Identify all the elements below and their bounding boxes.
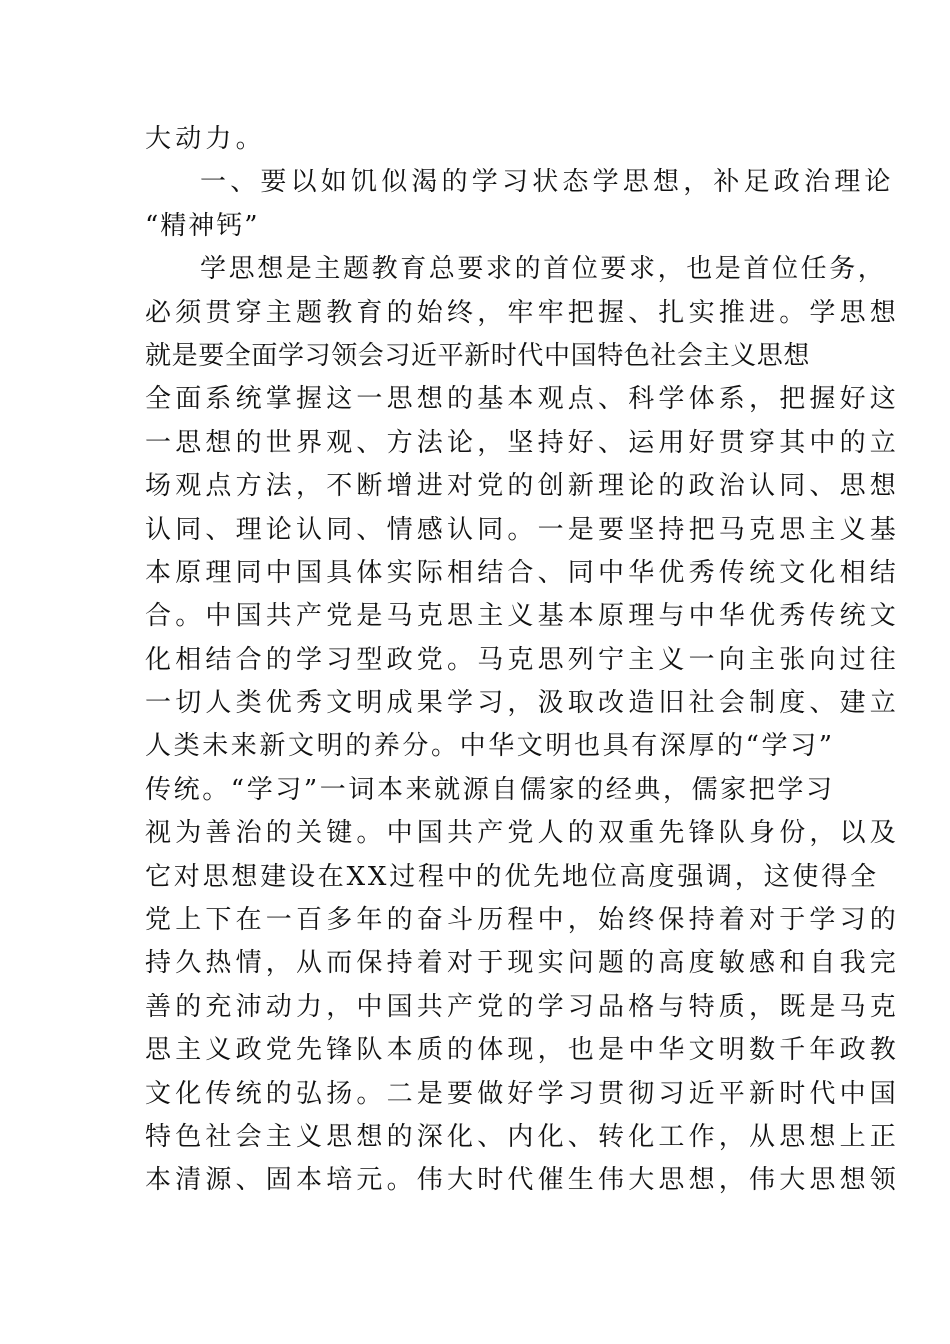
paragraph-line: 文化传统的弘扬。二是要做好学习贯彻习近平新时代中国 bbox=[145, 1078, 901, 1109]
paragraph-line: 传统。“学习”一词本来就源自儒家的经典，儒家把学习 bbox=[145, 774, 835, 805]
paragraph-line: 一切人类优秀文明成果学习，汲取改造旧社会制度、建立 bbox=[145, 688, 901, 719]
paragraph-line: 思主义政党先锋队本质的体现，也是中华文明数千年政教 bbox=[145, 1035, 901, 1066]
paragraph-line: 本清源、固本培元。伟大时代催生伟大思想，伟大思想领 bbox=[145, 1165, 901, 1196]
paragraph-line: 学思想是主题教育总要求的首位要求，也是首位任务， bbox=[200, 254, 887, 285]
paragraph-line: 持久热情，从而保持着对于现实问题的高度敏感和自我完 bbox=[145, 948, 901, 979]
paragraph-line: 本原理同中国具体实际相结合、同中华优秀传统文化相结 bbox=[145, 557, 901, 588]
paragraph-line: 合。中国共产党是马克思主义基本原理与中华优秀传统文 bbox=[145, 601, 901, 632]
paragraph-line: 化相结合的学习型政党。马克思列宁主义一向主张向过往 bbox=[145, 644, 901, 675]
paragraph-line: 善的充沛动力，中国共产党的学习品格与特质，既是马克 bbox=[145, 991, 901, 1022]
paragraph-line: 场观点方法，不断增进对党的创新理论的政治认同、思想 bbox=[145, 471, 901, 502]
paragraph-line: 人类未来新文明的养分。中华文明也具有深厚的“学习” bbox=[145, 731, 835, 762]
paragraph-line: 视为善治的关键。中国共产党人的双重先锋队身份，以及 bbox=[145, 818, 901, 849]
paragraph-line: 就是要全面学习领会习近平新时代中国特色社会主义思想 bbox=[145, 340, 811, 371]
document-body bbox=[145, 118, 901, 1203]
paragraph-line: 大动力。 bbox=[145, 124, 266, 154]
paragraph-line: 一思想的世界观、方法论，坚持好、运用好贯穿其中的立 bbox=[145, 427, 901, 458]
paragraph-line: 它对思想建设在XX过程中的优先地位高度强调，这使得全 bbox=[145, 861, 879, 892]
paragraph-line: 全面系统掌握这一思想的基本观点、科学体系，把握好这 bbox=[145, 384, 901, 415]
paragraph-line: 特色社会主义思想的深化、内化、转化工作，从思想上正 bbox=[145, 1121, 901, 1152]
paragraph-line: 必须贯穿主题教育的始终，牢牢把握、扎实推进。学思想 bbox=[145, 297, 901, 328]
paragraph-line: 认同、理论认同、情感认同。一是要坚持把马克思主义基 bbox=[145, 514, 901, 545]
paragraph-line: 党上下在一百多年的奋斗历程中，始终保持着对于学习的 bbox=[145, 905, 901, 936]
section-heading-line: 一、要以如饥似渴的学习状态学思想，补足政治理论 bbox=[200, 167, 895, 198]
section-heading-line: “精神钙” bbox=[145, 210, 260, 241]
